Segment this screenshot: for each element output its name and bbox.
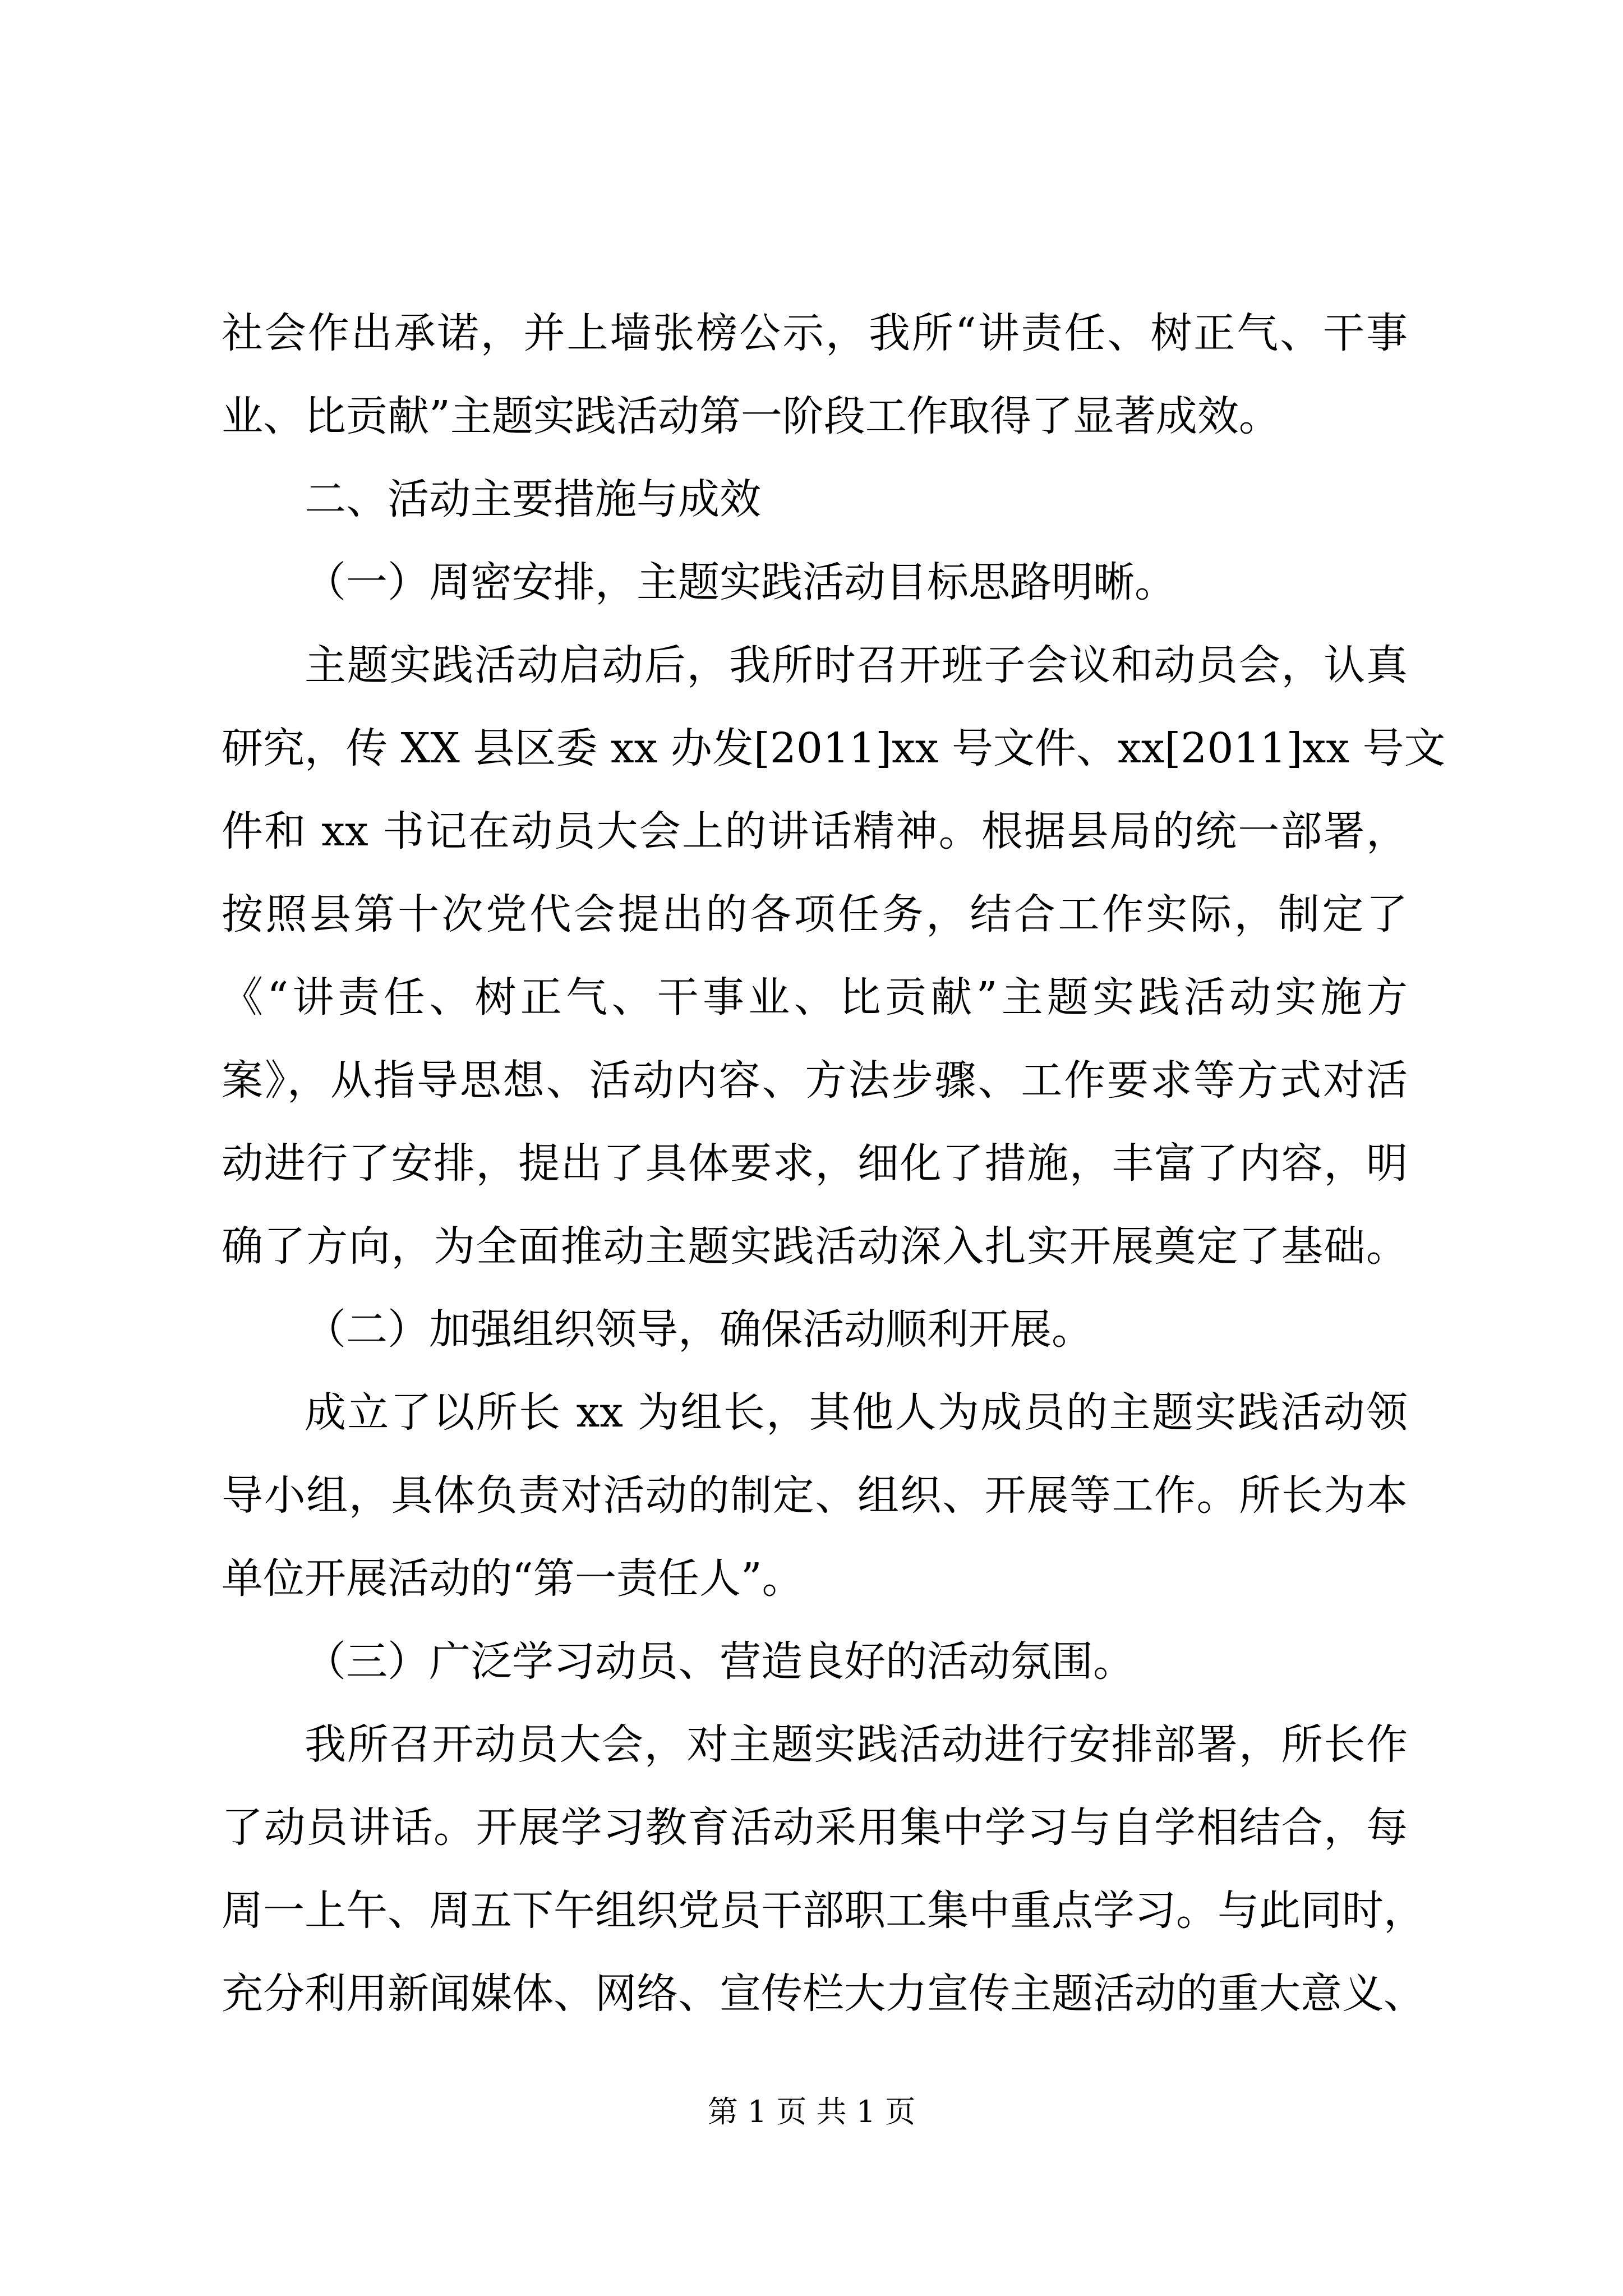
- text-line: 主题实践活动启动后，我所时召开班子会议和动员会，认真: [305, 641, 1408, 689]
- text-line: 《“讲责任、树正气、干事业、比贡献”主题实践活动实施方: [222, 973, 1408, 1022]
- text-line: 研究，传 XX 县区委 xx 办发[2011]xx 号文件、xx[2011]xx 号文: [222, 724, 1446, 772]
- text-line: 社会作出承诺，并上墙张榜公示，我所“讲责任、树正气、干事: [222, 309, 1408, 357]
- text-line: 了动员讲话。开展学习教育活动采用集中学习与自学相结合，每: [222, 1803, 1408, 1852]
- text-line: 周一上午、周五下午组织党员干部职工集中重点学习。与此同时，: [222, 1887, 1425, 1935]
- subsection-heading: （二）加强组织领导，确保活动顺利开展。: [305, 1305, 1093, 1354]
- text-line: 充分利用新闻媒体、网络、宣传栏大力宣传主题活动的重大意义、: [222, 1970, 1425, 2018]
- text-line: 我所召开动员大会，对主题实践活动进行安排部署，所长作: [305, 1720, 1408, 1769]
- text-line: 导小组，具体负责对活动的制定、组织、开展等工作。所长为本: [222, 1471, 1408, 1520]
- subsection-heading: （三）广泛学习动员、营造良好的活动氛围。: [305, 1637, 1135, 1686]
- text-line: 单位开展活动的“第一责任人”。: [222, 1554, 804, 1603]
- page-footer: 第 1 页 共 1 页: [707, 2094, 916, 2129]
- text-line: 业、比贡献”主题实践活动第一阶段工作取得了显著成效。: [222, 392, 1280, 440]
- document-body: [222, 292, 1446, 2035]
- text-line: 确了方向，为全面推动主题实践活动深入扎实开展奠定了基础。: [222, 1222, 1408, 1271]
- subsection-heading: （一）周密安排，主题实践活动目标思路明晰。: [305, 558, 1176, 606]
- text-line: 按照县第十次党代会提出的各项任务，结合工作实际，制定了: [222, 890, 1408, 938]
- text-line: 动进行了安排，提出了具体要求，细化了措施，丰富了内容，明: [222, 1139, 1408, 1188]
- text-line: 件和 xx 书记在动员大会上的讲话精神。根据县局的统一部署，: [222, 807, 1408, 855]
- text-line: 案》，从指导思想、活动内容、方法步骤、工作要求等方式对活: [222, 1056, 1408, 1105]
- text-line: 成立了以所长 xx 为组长，其他人为成员的主题实践活动领: [305, 1388, 1408, 1437]
- section-heading: 二、活动主要措施与成效: [305, 475, 761, 523]
